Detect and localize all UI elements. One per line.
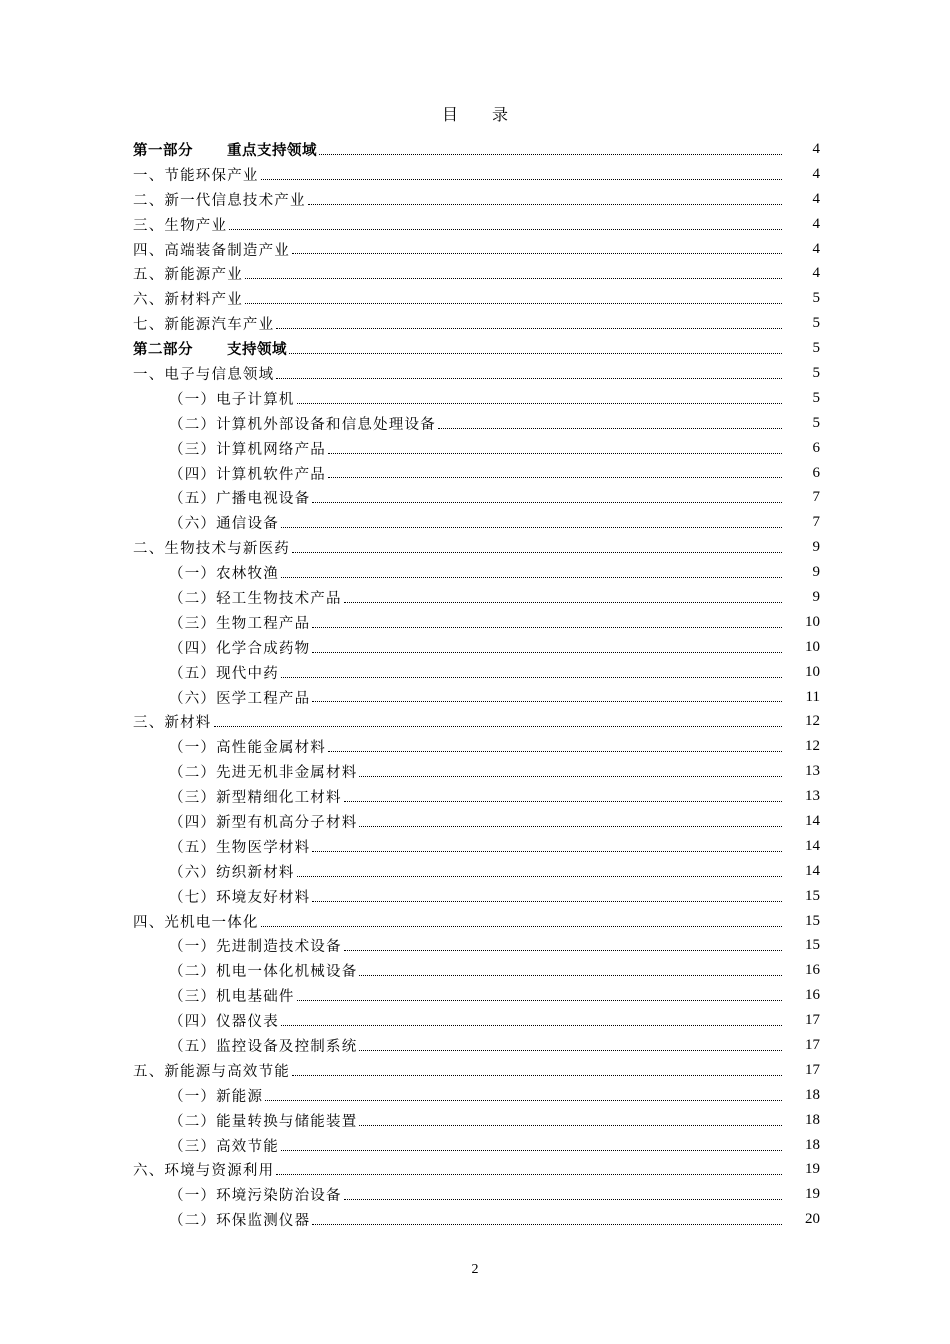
toc-entry-label (169, 612, 310, 633)
toc-entry-page: 16 (805, 987, 820, 1004)
toc-entry-page: 13 (805, 788, 820, 805)
toc-entry[interactable] (133, 983, 820, 1008)
toc-entry[interactable] (133, 261, 820, 286)
toc-entry-label (169, 463, 326, 484)
page-number: 2 (471, 1262, 479, 1277)
dot-leader (312, 651, 782, 653)
toc-entry-label (169, 1209, 310, 1230)
toc-entry[interactable] (133, 212, 820, 237)
toc-entry-text: 三、新材料 (133, 715, 212, 732)
toc-entry[interactable] (133, 1033, 820, 1058)
toc-entry[interactable] (133, 237, 820, 262)
toc-entry[interactable] (133, 610, 820, 635)
dot-leader (281, 1149, 782, 1151)
toc-entry-page: 4 (812, 190, 820, 207)
toc-entry-page: 18 (805, 1111, 820, 1128)
toc-entry-label (169, 1110, 357, 1131)
toc-entry[interactable] (133, 635, 820, 660)
toc-entry-page: 17 (805, 1061, 820, 1078)
dot-leader (359, 974, 782, 976)
toc-entry-page: 10 (805, 638, 820, 655)
dot-leader (276, 377, 782, 379)
toc-entry-page: 12 (805, 738, 820, 755)
dot-leader (292, 551, 782, 553)
toc-entry-page: 15 (805, 912, 820, 929)
toc-entry[interactable] (133, 436, 820, 461)
toc-entry[interactable] (133, 286, 820, 311)
toc-entry[interactable] (133, 411, 820, 436)
toc-entry-label (169, 1010, 279, 1031)
toc-entry-text: 一、电子与信息领域 (133, 366, 275, 383)
toc-entry-text: （三）计算机网络产品 (169, 441, 326, 458)
toc-entry-page: 4 (812, 215, 820, 232)
toc-entry-text: （五）生物医学材料 (169, 839, 311, 856)
dot-leader (359, 825, 782, 827)
toc-entry[interactable] (133, 361, 820, 386)
toc-entry-text: 七、新能源汽车产业 (133, 317, 275, 334)
toc-entry-label (169, 662, 279, 683)
toc-entry-text: 四、光机电一体化 (133, 914, 259, 931)
toc-entry[interactable] (133, 834, 820, 859)
toc-entry[interactable] (133, 759, 820, 784)
dot-leader (344, 1198, 782, 1200)
toc-entry-page: 14 (805, 812, 820, 829)
toc-entry-label (169, 438, 326, 459)
toc-entry-text: （三）新型精细化工材料 (169, 790, 342, 807)
dot-leader (297, 875, 782, 877)
toc-entry[interactable] (133, 311, 820, 336)
toc-entry-text: （一）先进制造技术设备 (169, 939, 342, 956)
toc-entry-label (133, 1159, 274, 1180)
toc-entry-text: （二）能量转换与储能装置 (169, 1113, 358, 1130)
toc-entry-text: （一）环境污染防治设备 (169, 1188, 342, 1205)
toc-entry-label (169, 413, 436, 434)
toc-entry-label (169, 1184, 342, 1205)
dot-leader (292, 1074, 782, 1076)
dot-leader (359, 775, 782, 777)
toc-entry[interactable] (133, 1008, 820, 1033)
toc-entry-page: 4 (812, 165, 820, 182)
toc-entry-text: 二、新一代信息技术产业 (133, 192, 306, 209)
toc-entry-page: 5 (812, 315, 820, 332)
dot-leader (245, 302, 782, 304)
toc-entry-text: （三）生物工程产品 (169, 615, 311, 632)
toc-entry[interactable] (133, 162, 820, 187)
toc-entry[interactable] (133, 685, 820, 710)
dot-leader (281, 526, 782, 528)
toc-entry-page: 18 (805, 1086, 820, 1103)
toc-entry-page: 10 (805, 663, 820, 680)
toc-entry[interactable] (133, 485, 820, 510)
toc-entry-text: （二）计算机外部设备和信息处理设备 (169, 416, 436, 433)
toc-entry-label (133, 139, 317, 160)
toc-entry-text: （四）化学合成药物 (169, 640, 311, 657)
toc-entry-text: （一）电子计算机 (169, 391, 295, 408)
dot-leader (308, 203, 782, 205)
toc-entry-page: 7 (812, 514, 820, 531)
dot-leader (328, 452, 782, 454)
dot-leader (297, 402, 782, 404)
dot-leader (438, 427, 782, 429)
toc-entry-label (169, 736, 326, 757)
toc-entry-label (169, 761, 357, 782)
toc-entry[interactable] (133, 137, 820, 162)
toc-entry[interactable] (133, 461, 820, 486)
toc-entry-label (133, 214, 227, 235)
toc-entry[interactable] (133, 1207, 820, 1232)
dot-leader (359, 1124, 782, 1126)
dot-leader (292, 252, 782, 254)
toc-entry-text: 二、生物技术与新医药 (133, 541, 290, 558)
toc-entry-page: 7 (812, 489, 820, 506)
toc-entry-text: （五）监控设备及控制系统 (169, 1039, 358, 1055)
dot-leader (261, 925, 782, 927)
toc-entry-label (133, 537, 290, 558)
toc-entry-label (133, 263, 243, 284)
dot-leader (281, 576, 782, 578)
toc-entry-text: （三）高效节能 (169, 1138, 279, 1155)
toc-entry-text: （四）新型有机高分子材料 (169, 814, 358, 831)
toc-entry[interactable] (133, 1182, 820, 1207)
dot-leader (344, 800, 782, 802)
toc-entry[interactable] (133, 535, 820, 560)
toc-entry-label (169, 861, 295, 882)
toc-entry[interactable] (133, 958, 820, 983)
toc-entry-page: 5 (812, 340, 820, 357)
dot-leader (359, 1049, 782, 1051)
dot-leader (261, 178, 782, 180)
toc-entry-text: 六、新材料产业 (133, 292, 243, 309)
dot-leader (276, 327, 782, 329)
toc-entry-label (169, 562, 279, 583)
toc-entry[interactable] (133, 1133, 820, 1158)
table-of-contents (133, 137, 820, 1232)
toc-entry-text: （六）医学工程产品 (169, 690, 311, 707)
dot-leader (245, 277, 782, 279)
toc-entry-text: （一）高性能金属材料 (169, 740, 326, 757)
toc-entry-label (169, 811, 357, 832)
dot-leader (328, 476, 782, 478)
toc-entry-label (133, 189, 306, 210)
toc-entry-subtitle: 支持领域 (227, 341, 287, 359)
toc-entry[interactable] (133, 734, 820, 759)
toc-entry-page: 5 (812, 364, 820, 381)
toc-entry[interactable] (133, 884, 820, 909)
toc-entry-page: 4 (812, 240, 820, 257)
toc-entry-label (169, 786, 342, 807)
toc-entry-text: （二）先进无机非金属材料 (169, 765, 358, 782)
toc-entry-text: （六）纺织新材料 (169, 864, 295, 881)
toc-entry[interactable] (133, 585, 820, 610)
toc-entry-text: （五）现代中药 (169, 665, 279, 682)
dot-leader (276, 1173, 782, 1175)
toc-entry-text: （四）计算机软件产品 (169, 466, 326, 483)
toc-entry[interactable] (133, 1108, 820, 1133)
toc-entry-text: 三、生物产业 (133, 217, 228, 234)
dot-leader (344, 601, 782, 603)
toc-entry-label (133, 338, 287, 359)
toc-entry[interactable] (133, 386, 820, 411)
toc-entry-label (169, 1035, 357, 1056)
dot-leader (297, 999, 782, 1001)
toc-entry-label (169, 935, 342, 956)
toc-entry-page: 6 (812, 464, 820, 481)
toc-entry[interactable] (133, 187, 820, 212)
toc-entry-text: 第一部分 (133, 141, 193, 159)
toc-entry-page: 10 (805, 613, 820, 630)
toc-entry-page: 19 (805, 1161, 820, 1178)
toc-entry-label (133, 711, 212, 732)
dot-leader (229, 228, 782, 230)
toc-entry-page: 17 (805, 1037, 820, 1053)
toc-entry-text: 一、节能环保产业 (133, 167, 259, 184)
toc-entry-label (169, 985, 295, 1006)
toc-entry-text: （六）通信设备 (169, 516, 279, 533)
toc-entry-page: 14 (805, 837, 820, 854)
toc-entry-page: 18 (805, 1136, 820, 1153)
toc-entry-label (169, 836, 310, 857)
dot-leader (328, 750, 782, 752)
toc-entry-page: 15 (805, 937, 820, 954)
toc-entry-page: 14 (805, 862, 820, 879)
toc-entry-text: （四）仪器仪表 (169, 1014, 279, 1031)
dot-leader (312, 900, 782, 902)
dot-leader (312, 626, 782, 628)
toc-entry[interactable] (133, 560, 820, 585)
toc-entry-page: 5 (812, 389, 820, 406)
toc-entry-page: 9 (812, 564, 820, 581)
toc-entry-text: （一）新能源 (169, 1088, 264, 1105)
toc-entry[interactable] (133, 1158, 820, 1183)
toc-entry-label (133, 313, 274, 334)
toc-entry-label (133, 288, 243, 309)
dot-leader (312, 1223, 782, 1225)
toc-entry-text: 五、新能源与高效节能 (133, 1063, 290, 1080)
toc-entry[interactable] (133, 510, 820, 535)
dot-leader (265, 1099, 782, 1101)
toc-entry-text: 五、新能源产业 (133, 267, 243, 284)
toc-entry[interactable] (133, 1083, 820, 1108)
toc-entry-page: 15 (805, 887, 820, 904)
toc-entry-text: （二）环保监测仪器 (169, 1213, 311, 1230)
dot-leader (312, 501, 782, 503)
toc-entry-label (169, 388, 295, 409)
toc-entry-label (169, 487, 310, 508)
toc-entry-page: 16 (805, 962, 820, 979)
dot-leader (281, 1024, 782, 1026)
toc-entry-label (169, 637, 310, 658)
toc-entry-label (169, 512, 279, 533)
toc-entry-label (169, 587, 342, 608)
toc-entry-page: 4 (812, 140, 820, 157)
toc-entry-text: 第二部分 (133, 341, 193, 359)
toc-entry-label (169, 886, 310, 907)
toc-entry-page: 6 (812, 439, 820, 456)
toc-entry[interactable] (133, 660, 820, 685)
toc-entry-text: （二）轻工生物技术产品 (169, 590, 342, 607)
toc-entry-text: 六、环境与资源利用 (133, 1163, 275, 1180)
toc-entry-label (133, 1060, 290, 1081)
toc-entry-text: （五）广播电视设备 (169, 491, 311, 508)
toc-entry-page: 11 (805, 688, 820, 705)
dot-leader (312, 700, 782, 702)
dot-leader (214, 725, 783, 727)
toc-entry-text: （七）环境友好材料 (169, 889, 311, 906)
toc-entry-label (169, 1085, 263, 1106)
toc-entry-page: 12 (805, 713, 820, 730)
toc-entry-text: 四、高端装备制造产业 (133, 242, 290, 259)
dot-leader (312, 850, 782, 852)
toc-entry-page: 5 (812, 290, 820, 307)
toc-entry-label (169, 1135, 279, 1156)
toc-entry-label (169, 960, 357, 981)
toc-entry[interactable] (133, 784, 820, 809)
toc-entry[interactable] (133, 809, 820, 834)
toc-title: 目录 (441, 105, 542, 124)
dot-leader (319, 153, 782, 155)
toc-entry-page: 9 (812, 588, 820, 605)
toc-entry-page: 5 (812, 414, 820, 431)
toc-entry-page: 17 (805, 1012, 820, 1029)
toc-entry-text: （一）农林牧渔 (169, 566, 279, 583)
dot-leader (344, 949, 782, 951)
toc-entry[interactable] (133, 709, 820, 734)
toc-entry-label (133, 239, 290, 260)
toc-entry[interactable] (133, 909, 820, 934)
toc-entry-text: （二）机电一体化机械设备 (169, 964, 358, 981)
toc-entry-label (169, 687, 310, 708)
toc-entry-subtitle: 重点支持领域 (227, 141, 317, 159)
toc-entry[interactable] (133, 934, 820, 959)
toc-entry-page: 20 (805, 1211, 820, 1228)
toc-entry-page: 13 (805, 763, 820, 780)
toc-entry-label (133, 363, 274, 384)
toc-entry-page: 9 (812, 539, 820, 556)
toc-entry[interactable] (133, 859, 820, 884)
toc-entry[interactable] (133, 336, 820, 361)
toc-entry-page: 4 (812, 265, 820, 282)
toc-entry[interactable] (133, 1058, 820, 1083)
dot-leader (281, 676, 782, 678)
toc-entry-label (133, 911, 259, 932)
dot-leader (289, 352, 782, 354)
toc-entry-text: （三）机电基础件 (169, 989, 295, 1006)
toc-entry-page: 19 (805, 1186, 820, 1203)
toc-entry-label (133, 164, 259, 185)
